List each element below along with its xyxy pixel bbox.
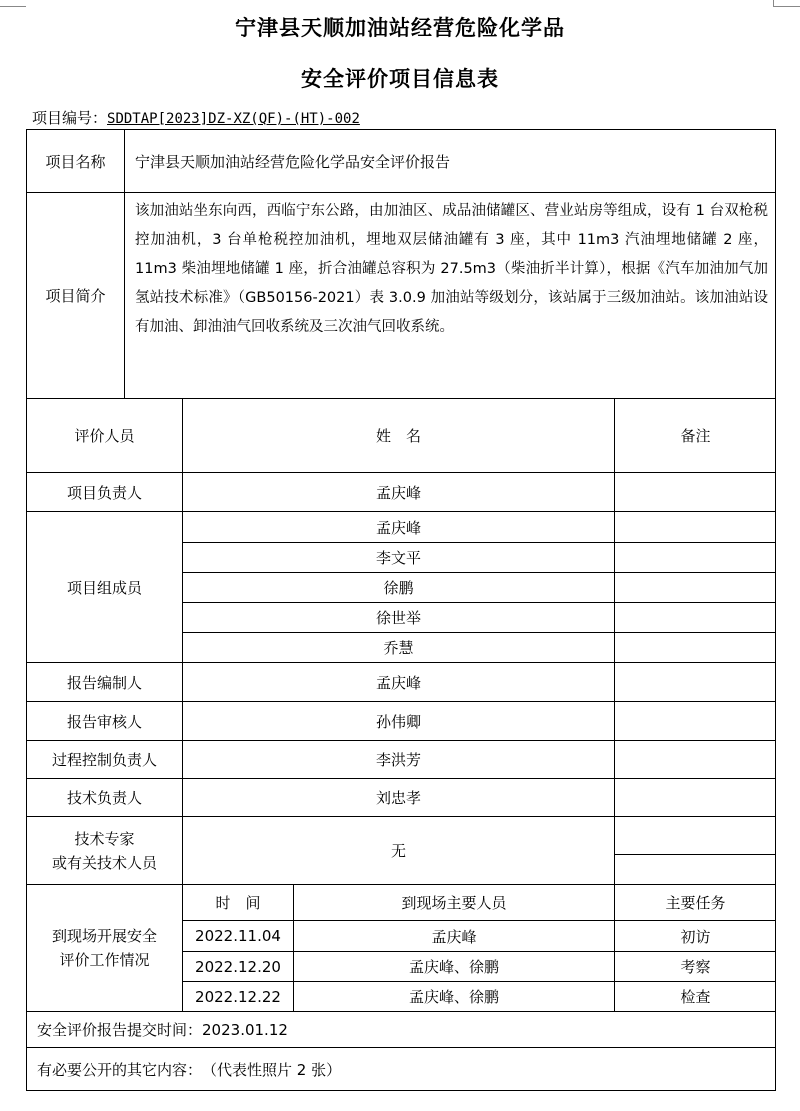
remark-cell <box>614 511 776 542</box>
header-remark: 备注 <box>614 398 776 472</box>
team-member-name: 徐鹏 <box>182 572 614 602</box>
experts-label-line: 技术专家 <box>74 829 135 848</box>
site-visit-task: 初访 <box>614 920 776 951</box>
tech-lead-label: 技术负责人 <box>26 778 182 816</box>
remark-cell <box>614 662 776 701</box>
site-visit-date: 2022.11.04 <box>182 920 293 951</box>
header-evaluator: 评价人员 <box>26 398 182 472</box>
project-intro-text: 该加油站坐东向西，西临宁东公路，由加油区、成品油储罐区、营业站房等组成，设有 1 台双枪税控加油机，3 台单枪税控加油机，埋地双层储油罐有 3 座，其中 11m3 汽油埋地储罐 2 座，11m3 柴油埋地储罐 1 座，折合油罐总容积为 27.5m3（柴油折半计算），根据《汽车加油加气加氢站技术标准》（GB50156-2021）表 3.0.9 加油站等级划分，该站属于三级加油站。该加油站设有加油、卸油油气回收系统及三次油气回收系统。 <box>124 192 776 398</box>
remark-cell <box>614 778 776 816</box>
project-leader-name: 孟庆峰 <box>182 472 614 511</box>
header-name: 姓 名 <box>182 398 614 472</box>
page-corner-mark <box>0 0 26 7</box>
site-visit-personnel: 孟庆峰 <box>293 920 614 951</box>
report-reviewer-name: 孙伟卿 <box>182 701 614 740</box>
team-member-name: 孟庆峰 <box>182 511 614 542</box>
team-member-name: 李文平 <box>182 542 614 572</box>
remark-cell <box>614 740 776 778</box>
site-visit-personnel: 孟庆峰、徐鹏 <box>293 981 614 1011</box>
experts-label <box>26 816 182 884</box>
remark-cell <box>614 854 776 884</box>
process-control-name: 李洪芳 <box>182 740 614 778</box>
team-member-name: 乔慧 <box>182 632 614 662</box>
tech-lead-name: 刘忠孝 <box>182 778 614 816</box>
submit-time-value: 2023.01.12 <box>202 1020 288 1039</box>
report-author-name: 孟庆峰 <box>182 662 614 701</box>
report-reviewer-label: 报告审核人 <box>26 701 182 740</box>
project-intro-label: 项目简介 <box>26 192 124 398</box>
remark-cell <box>614 602 776 632</box>
remark-cell <box>614 542 776 572</box>
report-author-label: 报告编制人 <box>26 662 182 701</box>
remark-cell <box>614 572 776 602</box>
other-content-row <box>26 1047 776 1091</box>
site-visit-personnel: 孟庆峰、徐鹏 <box>293 951 614 981</box>
remark-cell <box>614 701 776 740</box>
remark-cell <box>614 632 776 662</box>
site-visit-task: 检查 <box>614 981 776 1011</box>
page-corner-mark <box>773 0 800 7</box>
site-work-label-line: 到现场开展安全 <box>51 927 157 945</box>
experts-value: 无 <box>182 816 614 884</box>
project-name-value: 宁津县天顺加油站经营危险化学品安全评价报告 <box>124 129 776 192</box>
document-title: 宁津县天顺加油站经营危险化学品 <box>235 16 565 40</box>
site-visit-date: 2022.12.22 <box>182 981 293 1011</box>
site-header-time: 时 间 <box>182 884 293 920</box>
site-header-task: 主要任务 <box>614 884 776 920</box>
project-name-label: 项目名称 <box>26 129 124 192</box>
submit-time-label: 安全评价报告提交时间： <box>37 1021 203 1039</box>
site-work-label <box>26 884 182 1011</box>
site-visit-date: 2022.12.20 <box>182 951 293 981</box>
project-number-line <box>32 107 360 128</box>
experts-label-line: 或有关技术人员 <box>51 853 157 872</box>
process-control-label: 过程控制负责人 <box>26 740 182 778</box>
project-number-label: 项目编号： <box>32 109 108 127</box>
project-leader-label: 项目负责人 <box>26 472 182 511</box>
site-visit-task: 考察 <box>614 951 776 981</box>
document-subtitle: 安全评价项目信息表 <box>301 67 499 91</box>
remark-cell <box>614 472 776 511</box>
project-number-value: SDDTAP[2023]DZ-XZ(QF)-(HT)-002 <box>107 111 360 127</box>
site-work-label-line: 评价工作情况 <box>59 951 150 969</box>
submit-time-row <box>26 1011 776 1047</box>
site-header-personnel: 到现场主要人员 <box>293 884 614 920</box>
remark-cell <box>614 816 776 854</box>
other-content-label: 有必要公开的其它内容： <box>37 1061 203 1079</box>
team-member-name: 徐世举 <box>182 602 614 632</box>
other-content-value: （代表性照片 2 张） <box>202 1061 342 1079</box>
team-members-label: 项目组成员 <box>26 511 182 662</box>
